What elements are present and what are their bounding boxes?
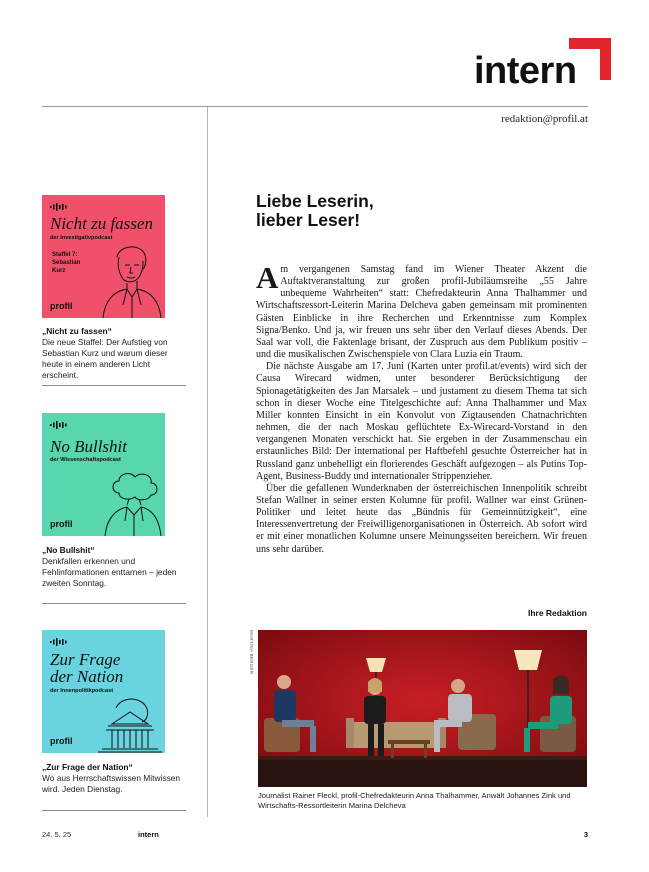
audio-wave-icon	[50, 203, 74, 211]
portrait-illustration-icon	[97, 239, 165, 318]
article-paragraph: Am vergangenen Samstag fand im Wiener Theater Akzent die Auftaktveranstaltung zur großen profil-Jubiläumsreihe „55 Jahre unbequeme Wahrheiten“ statt: Chefredakteurin Anna Thalhammer und Wirtschaftsressort-Leiterin Marina Delcheva gaben gemeinsam mit prominenten Gästen Einblicke in ihre Recherchen und Erkenntnisse zum Komplex Signa/Benko. Und ja, wir freuen uns sehr über den Verlauf dieses Abends. Der Saal war voll, die Faktenlage brisant, der Zuspruch aus dem Publikum positiv – und die musikalischen Zwischenspiele von Clara Luzia ein Traum.	[256, 260, 587, 361]
podcast-tile-zur-frage-der-nation[interactable]	[42, 630, 165, 753]
parliament-building-icon	[92, 694, 165, 753]
photo-credit: MARTINA BERGER	[249, 630, 254, 675]
article-body	[256, 260, 587, 556]
podcast-subtitle: der Innenpolitikpodcast	[50, 688, 114, 694]
podcast-caption: „Nicht zu fassen“ Die neue Staffel: Der Aufstieg von Sebastian Kurz und warum dieser heute in einem anderen Licht erscheint.	[42, 326, 168, 380]
article-signoff: Ihre Redaktion	[527, 608, 587, 618]
podcast-title: No Bullshit	[50, 437, 127, 456]
cloud-head-figure-icon	[97, 471, 165, 536]
header-divider	[42, 106, 588, 107]
contact-email[interactable]: redaktion@profil.at	[501, 113, 588, 125]
audio-wave-icon	[50, 638, 74, 646]
stage-photo	[258, 630, 587, 787]
podcast-subtitle: der Investigativpodcast	[50, 235, 113, 241]
podcast-title: Nicht zu fassen	[50, 214, 153, 233]
profil-brand: profil	[50, 736, 73, 746]
sidebar-divider	[42, 603, 186, 604]
profil-brand: profil	[50, 301, 73, 311]
podcast-tile-nicht-zu-fassen[interactable]	[42, 195, 165, 318]
sidebar-divider	[42, 810, 186, 811]
profil-brand: profil	[50, 519, 73, 529]
drop-cap: A	[256, 260, 279, 295]
podcast-title: Zur Frage der Nation	[50, 650, 124, 686]
sidebar-divider	[42, 385, 186, 386]
photo-caption: Journalist Rainer Fleckl, profil-Chefredakteurin Anna Thalhammer, Anwält Johannes Zink und Wirtschafts-Ressortleiterin Marina Delcheva	[258, 791, 571, 810]
section-logo: intern	[474, 50, 577, 92]
column-divider	[207, 107, 208, 817]
podcast-caption: „Zur Frage der Nation“ Wo aus Herrschaftswissen Mitwissen wird. Jeden Dienstag.	[42, 762, 181, 794]
season-badge: Staffel 7: Sebastian Kurz	[52, 252, 81, 274]
page-number: 3	[583, 830, 588, 839]
footer-section: intern	[138, 830, 159, 839]
footer-date: 24. 5. 25	[42, 830, 72, 839]
article-paragraph: Über die gefallenen Wunderknaben der österreichischen Innenpolitik schreibt Stefan Wallner in seiner ersten Kolumne für profil. Wallner war einst Grünen-Politiker und leitet heute das „Bündnis für Gemeinnützigkeit“, eine Interessenvertretung der Freiwilligenorganisationen in Österreich. Ab sofort wird er mit einer monatlichen Kolumne unsere Meinungsseiten bereichern. Wir freuen uns sehr darüber.	[256, 482, 587, 555]
podcast-subtitle: der Wissenschaftspodcast	[50, 457, 121, 463]
article-paragraph: Die nächste Ausgabe am 17. Juni (Karten unter profil.at/events) wird sich der Causa Wirecard widmen, unter besonderer Berücksichtigung der Spionagetätigkeiten des Jan Marsalek – und justament zu diesem Thema tat sich schon in dieser Woche eine Titelgeschichte auf: Anna Thalhammer und Max Miller konnten Einsicht in ein Konvolut von Zigtausenden Chatnachrichten nehmen, die der nach Moskau geflüchtete Ex-Wirecard-Vorstand in den vergangenen Monaten verschickt hat. Sie ergeben in der Zusammenschau ein erstaunliches Bild: Der international per Haftbefehl gesuchte Österreicher hat in Russland ganz unbehelligt ein florierendes Geschäft aufgezogen – als Putins Top-Agent, Business-Buddy und internationaler Strippenzieher.	[256, 361, 587, 482]
audio-wave-icon	[50, 421, 74, 429]
article-headline: Liebe Leserin, lieber Leser!	[256, 191, 374, 230]
podcast-caption: „No Bullshit“ Denkfallen erkennen und Fehlinformationen enttarnen – jeden zweiten Sonntag.	[42, 545, 177, 588]
podcast-tile-no-bullshit[interactable]	[42, 413, 165, 536]
